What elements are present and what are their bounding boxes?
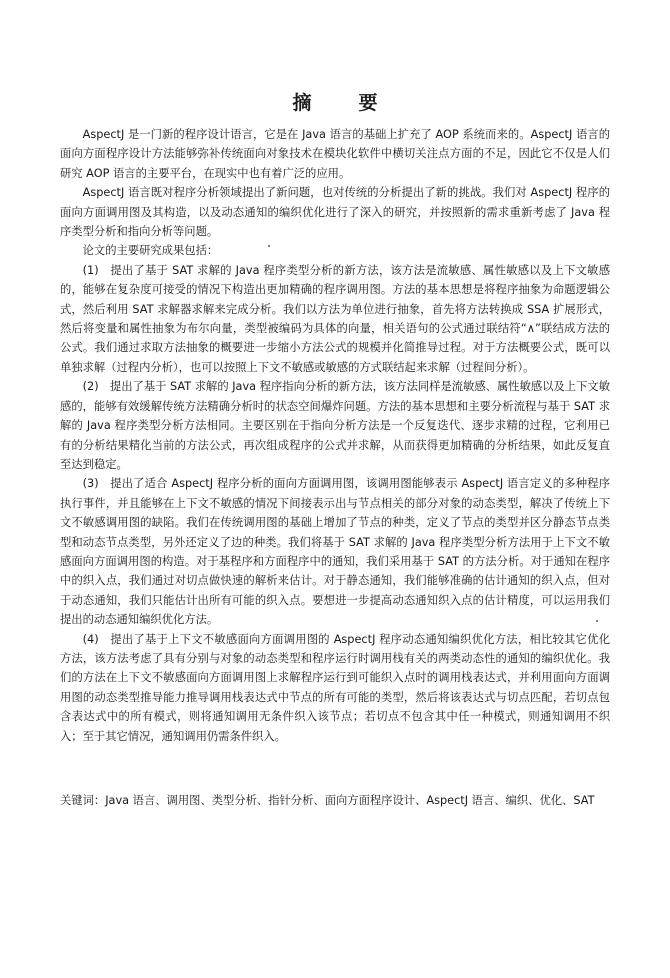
- paragraph-result-3: (3) 提出了适合 AspectJ 程序分析的面向方面调用图，该调用图能够表示 AspectJ 语言定义的多种程序执行事件，并且能够在上下文不敏感的情况下间接表示出与节点相关的部分对象的动态类型，解决了传统上下文不敏感调用图的缺陷。我们在传统调用图的基础上增加了节点的种类，定义了节点的类型并区分静态节点类型和动态节点类型，另外还定义了边的种类。我们将基于 SAT 求解的 Java 程序类型分析方法用于上下文不敏感面向方面调用图的构造。对于基程序和方面程序中的通知，我们采用基于 SAT 的方法分析。对于通知在程序中的织入点，我们通过对切点做快速的解析来估计。对于静态通知，我们能够准确的估计通知的织入点，但对于动态通知，我们只能估计出所有可能的织入点。要想进一步提高动态通知织入点的估计精度，可以运用我们提出的动态通知编织优化方法。: [60, 477, 610, 627]
- abstract-title: 摘 要: [292, 92, 392, 114]
- keywords-line: 关键词：Java 语言、调用图、类型分析、指针分析、面向方面程序设计、AspectJ 语言、编织、优化、SAT: [60, 794, 595, 807]
- paragraph-challenge: AspectJ 语言既对程序分析领域提出了新问题，也对传统的分析提出了新的挑战。我们对 AspectJ 程序的面向方面调用图及其构造，以及动态通知的编织优化进行了深入的研究，并按照新的需求重新考虑了 Java 程序类型分析和指向分析等问题。: [60, 186, 610, 239]
- paragraph-results-lead: 论文的主要研究成果包括：: [82, 244, 219, 258]
- paragraph-result-1: (1) 提出了基于 SAT 求解的 Java 程序类型分析的新方法，该方法是流敏感、属性敏感以及上下文敏感的，能够在复杂度可接受的情况下构造出更加精确的程序调用图。方法的基本思想是将程序抽象为命题逻辑公式，然后利用 SAT 求解器求解来完成分析。我们以方法为单位进行抽象，首先将方法转换成 SSA 扩展形式，然后将变量和属性抽象为布尔向量，类型被编码为具体的向量，相关语句的公式通过联结符“∧”联结成方法的公式。我们通过求取方法抽象的概要进一步缩小方法公式的规模并化简推导过程。对于方法概要公式，既可以单独求解（过程内分析），也可以按照上下文不敏感或敏感的方式联结起来求解（过程间分析）。: [60, 263, 610, 374]
- scan-speck: [268, 245, 270, 247]
- paragraph-result-2: (2) 提出了基于 SAT 求解的 Java 程序指向分析的新方法，该方法同样是流敏感、属性敏感以及上下文敏感的，能够有效缓解传统方法精确分析时的状态空间爆炸问题。方法的基本思想和主要分析流程与基于 SAT 求解的 Java 程序类型分析方法相同。主要区别在于指向分析方法是一个反复迭代、逐步求精的过程，它利用已有的分析结果精化当前的方法公式，再次组成程序的公式并求解，从而获得更加精确的分析结果，如此反复直至达到稳定。: [60, 380, 610, 471]
- paragraph-intro: AspectJ 是一门新的程序设计语言，它是在 Java 语言的基础上扩充了 AOP 系统而来的。AspectJ 语言的面向方面程序设计方法能够弥补传统面向对象技术在模块化软件中横切关注点方面的不足，因此它不仅是人们研究 AOP 语言的主要平台，在现实中也有着广泛的应用。: [60, 128, 610, 180]
- scan-speck: [596, 620, 598, 622]
- abstract-body: [60, 125, 610, 746]
- paragraph-result-4: (4) 提出了基于上下文不敏感面向方面调用图的 AspectJ 程序动态通知编织优化方法，相比较其它优化方法，该方法考虑了具有分别与对象的动态类型和程序运行时调用栈有关的两类动态性的通知的编织优化。我们的方法在上下文不敏感面向方面调用图上求解程序运行到可能织入点时的调用栈表达式，并利用面向方面调用图的动态类型推导能力推导调用栈表达式中节点的所有可能的类型，然后将该表达式与切点匹配，若切点包含表达式中的所有模式，则将通知调用无条件织入该节点；若切点不包含其中任一种模式，则通知调用不织入；至于其它情况，通知调用仍需条件织入。: [60, 632, 610, 743]
